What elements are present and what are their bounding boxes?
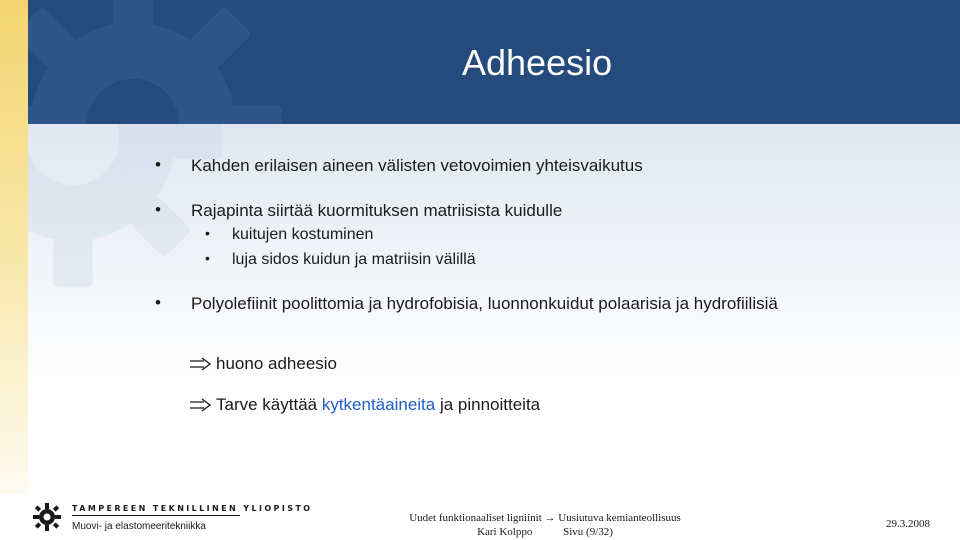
sub-bullet-dot-icon: • [205,225,210,241]
university-divider [72,515,240,516]
implies-arrow-icon [190,357,212,371]
gear-watermark-icon [28,0,298,124]
bullet-1 [155,155,643,176]
footer-author-page [400,525,690,539]
university-logo-icon [30,502,64,532]
footer-topic [400,511,690,525]
right-arrow-icon: → [544,512,556,524]
footer-author: Kari Kolppo [477,526,533,538]
sub-bullet-1-text: kuitujen kostuminen [232,226,374,243]
bullet-3-text: Polyolefiinit poolittomia ja hydrofobisia, luonnonkuidut polaarisia ja hydrofiilisiä [191,294,778,313]
university-name: TAMPEREEN TEKNILLINEN YLIOPISTO [72,504,313,513]
implies-arrow-icon [190,398,212,412]
slide-header [28,0,960,124]
sub-bullet-2-text: luja sidos kuidun ja matriisin välillä [232,251,476,268]
accent-stripe [0,0,28,540]
slide-title: Adheesio [462,42,613,83]
bullet-dot-icon: • [155,155,161,174]
sub-bullet-1 [205,225,374,244]
sub-bullet-dot-icon: • [205,250,210,266]
bullet-dot-icon: • [155,200,161,219]
implication-2-prefix: Tarve käyttää [216,395,322,414]
footer-date: 29.3.2008 [886,518,930,530]
footer-page-number: Sivu (9/32) [563,526,613,538]
department-name: Muovi- ja elastomeeritekniikka [72,521,206,532]
implication-1-text: huono adheesio [216,354,338,373]
bullet-2 [155,200,563,221]
footer-topic-left: Uudet funktionaaliset ligniinit [409,512,542,524]
bullet-2-text: Rajapinta siirtää kuormituksen matriisista kuidulle [191,201,563,220]
implication-2 [190,395,540,415]
bullet-1-text: Kahden erilaisen aineen välisten vetovoimien yhteisvaikutus [191,156,643,175]
implication-1 [190,354,337,374]
bullet-dot-icon: • [155,293,161,312]
sub-bullet-2 [205,250,476,269]
footer-center [400,511,690,539]
slide-footer [0,494,960,540]
bullet-3 [155,293,778,314]
footer-topic-right: Uusiutuva kemianteollisuus [558,512,681,524]
coupling-agents-link[interactable]: kytkentäaineita [321,395,436,414]
implication-2-suffix: ja pinnoitteita [435,395,541,414]
